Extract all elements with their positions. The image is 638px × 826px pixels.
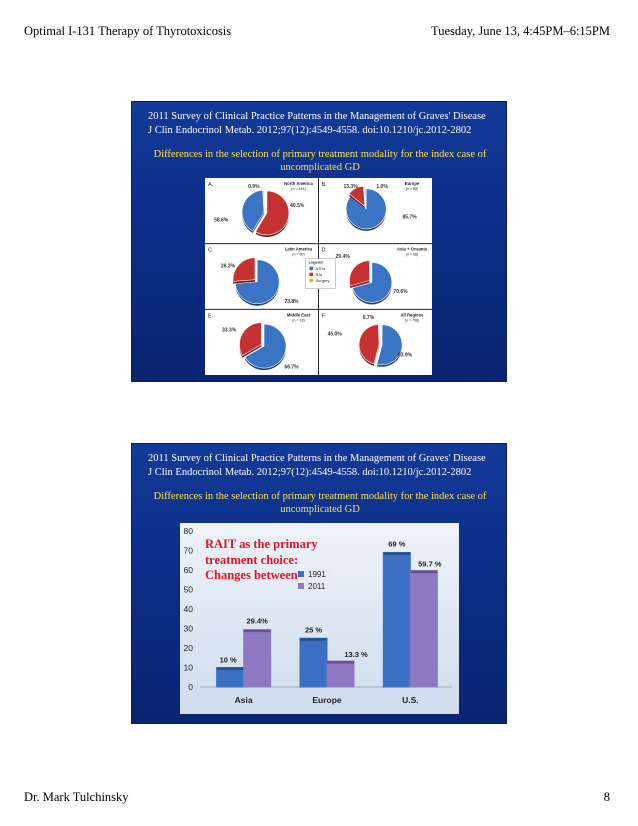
bar-top-edge: [217, 668, 244, 671]
y-tick-label: 60: [183, 565, 193, 575]
pie-chart-svg: [205, 178, 432, 375]
y-tick-label: 80: [183, 526, 193, 536]
bar: [327, 661, 354, 687]
bar-top-edge: [244, 630, 271, 633]
slide-bar-chart: [131, 443, 507, 724]
bar-data-label: 25 %: [304, 625, 323, 635]
document-title: Optimal I-131 Therapy of Thyrotoxicosis: [24, 24, 232, 38]
bar-top-edge: [327, 661, 354, 664]
slide-pie-charts: [131, 101, 507, 382]
pie-panel: [322, 312, 425, 366]
slide-citation: [148, 110, 498, 138]
pie-n-label: (n = 708): [404, 318, 420, 323]
pie-n-label: (n = 444): [291, 187, 306, 191]
pie-slice-label: 66.7%: [284, 364, 299, 371]
pie-panel-letter: B.: [321, 182, 327, 188]
annotation-line: RAIT as the primary: [205, 537, 318, 551]
pie-slice: [377, 325, 402, 365]
pie-slice-label: 85.7%: [402, 214, 417, 221]
pie-panel: [208, 247, 313, 306]
y-tick-label: 70: [183, 545, 193, 556]
y-tick-label: 30: [183, 623, 193, 634]
pie-region-label: Asia + Oceania: [397, 246, 427, 252]
pie-panel-letter: F.: [321, 313, 326, 320]
legend-item-label: RAI: [315, 271, 323, 277]
citation-line: 2011 Survey of Clinical Practice Patterns in the Management of Graves' Disease: [148, 453, 486, 464]
pie-panel: [322, 181, 420, 231]
pie-slice-label: 1.0%: [376, 183, 388, 190]
subtitle-line: Differences in the selection of primary treatment modality for the index case of: [153, 491, 487, 502]
annotation-line: treatment choice:: [205, 552, 299, 567]
subtitle-line: uncomplicated GD: [280, 162, 360, 173]
pie-slice-label: 13.3%: [343, 183, 358, 190]
pie-panel: [208, 312, 311, 370]
pie-n-label: (n = 68): [405, 252, 419, 257]
bar-top-edge: [300, 638, 327, 641]
pie-slice-label: 40.5%: [290, 202, 305, 209]
pie-region-label: All Regions: [400, 312, 424, 318]
annotation-line: Changes between: [205, 568, 298, 582]
pie-region-label: Middle East: [286, 312, 311, 318]
bar-chart-figure: [180, 523, 459, 714]
page-footer: [24, 790, 610, 806]
legend-item-label: 1991: [308, 570, 326, 579]
pie-slice-label: 33.3%: [222, 327, 237, 334]
pie-slice: [365, 189, 366, 209]
pie-slice-label: 70.6%: [393, 288, 408, 295]
pie-slice-label: 73.8%: [284, 298, 299, 305]
bar-data-label: 59.7 %: [418, 559, 442, 569]
pie-panel-letter: C.: [208, 247, 214, 254]
citation-line: 2011 Survey of Clinical Practice Patterns in the Management of Graves' Disease: [148, 111, 486, 122]
pie-slice-label: 53.9%: [397, 352, 413, 359]
pie-panel-letter: D.: [321, 247, 327, 254]
slide-subtitle: [140, 148, 500, 174]
bar: [383, 552, 410, 687]
y-tick-label: 10: [183, 662, 193, 673]
session-datetime: Tuesday, June 13, 4:45PM–6:15PM: [431, 24, 610, 38]
bar-top-edge: [383, 552, 410, 555]
pie-slice-label: 26.3%: [220, 263, 236, 270]
bar: [244, 630, 271, 687]
pie-region-label: Latin America: [284, 246, 313, 252]
pie-slice: [381, 325, 382, 345]
pie-legend: [306, 259, 336, 289]
pie-slice-label: 45.0%: [327, 331, 342, 338]
pie-panel: [208, 181, 314, 237]
bar-data-label: 13.3 %: [344, 650, 368, 660]
pie-slice-label: 0.9%: [248, 183, 260, 190]
pie-region-label: North America: [284, 181, 313, 186]
slide-subtitle: [140, 490, 500, 516]
legend-swatch: [310, 279, 314, 283]
page-header: [24, 24, 610, 40]
chart-annotation: [205, 537, 335, 584]
y-tick-label: 40: [183, 604, 193, 614]
pie-n-label: (n = 98): [405, 187, 419, 191]
legend-swatch: [310, 273, 314, 277]
pie-region-label: Europe: [404, 181, 420, 186]
subtitle-line: uncomplicated GD: [280, 504, 360, 515]
citation-line: J Clin Endocrinol Metab. 2012;97(12):4549-4558. doi:10.1210/jc.2012-2802: [148, 467, 472, 478]
bar: [300, 638, 327, 687]
citation-line: J Clin Endocrinol Metab. 2012;97(12):4549-4558. doi:10.1210/jc.2012-2802: [148, 125, 472, 136]
legend-item-label: Surgery: [315, 277, 330, 283]
pie-chart-figure: [205, 178, 432, 375]
y-tick-label: 50: [183, 584, 193, 595]
bar-data-label: 29.4%: [246, 616, 268, 626]
legend-swatch: [298, 583, 304, 589]
x-tick-label: Asia: [234, 695, 253, 705]
pie-slice-label: 58.6%: [214, 217, 229, 224]
author-name: Dr. Mark Tulchinsky: [24, 790, 129, 804]
pie-slice: [359, 324, 379, 363]
x-tick-label: Europe: [312, 695, 342, 705]
y-tick-label: 0: [188, 682, 193, 692]
slide-citation: [148, 452, 498, 480]
pie-panel-letter: A.: [208, 182, 214, 188]
bar-top-edge: [410, 571, 437, 574]
bar: [410, 571, 437, 687]
y-tick-label: 20: [183, 643, 193, 653]
pie-slice-label: 29.4%: [335, 254, 350, 261]
legend-item-label: ATDs: [315, 265, 326, 271]
pie-n-label: (n = 18): [292, 318, 305, 323]
legend-title: Legend: [308, 259, 323, 265]
legend-item-label: 2011: [308, 582, 326, 591]
bar-data-label: 10 %: [219, 655, 237, 665]
subtitle-line: Differences in the selection of primary treatment modality for the index case of: [153, 149, 487, 160]
pie-panel: [322, 247, 428, 305]
pie-slice-label: 0.7%: [362, 315, 375, 322]
pie-slice: [233, 258, 255, 282]
bar-data-label: 69 %: [388, 539, 406, 549]
x-tick-label: U.S.: [402, 695, 419, 705]
bar: [217, 668, 244, 688]
legend-swatch: [310, 267, 314, 271]
pie-panel-letter: E.: [208, 313, 214, 320]
pie-n-label: (n = 80): [292, 252, 305, 257]
page-number: 8: [603, 790, 610, 804]
